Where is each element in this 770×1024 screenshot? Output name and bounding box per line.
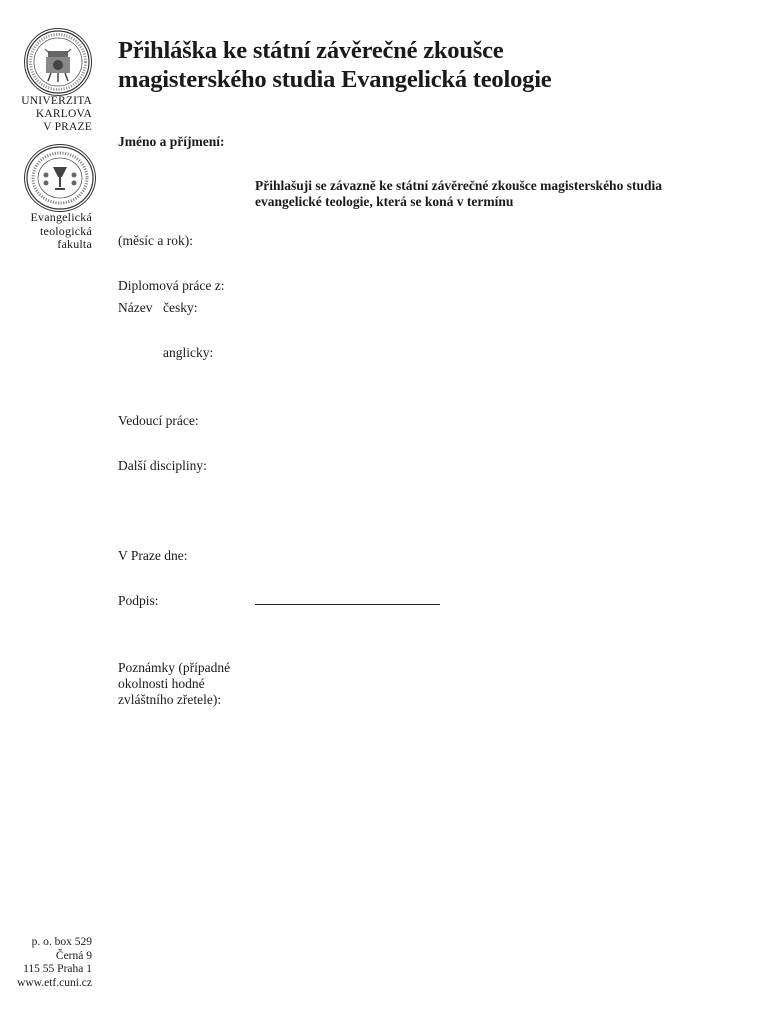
statement-line: Přihlašuji se závazně ke státní závěrečné zkoušce magisterského studia xyxy=(255,178,662,193)
university-name-line: KARLOVA xyxy=(35,108,92,120)
page-title-line: magisterského studia Evangelická teologie xyxy=(118,66,552,93)
date-label: V Praze dne: xyxy=(118,548,188,563)
faculty-name-line: teologická xyxy=(40,223,92,238)
faculty-seal-graphic xyxy=(25,145,95,211)
thesis-title-label: Název xyxy=(118,300,153,315)
other-disciplines-label: Další discipliny: xyxy=(118,458,207,473)
notes-label-line: okolnosti hodné xyxy=(118,676,205,691)
thesis-title-czech-label: česky: xyxy=(163,300,198,315)
thesis-title-english-label: anglicky: xyxy=(163,345,214,360)
signature-label: Podpis: xyxy=(118,593,159,608)
university-seal-graphic xyxy=(25,29,91,95)
notes-label xyxy=(118,660,230,708)
statement-line: evangelické teologie, která se koná v termínu xyxy=(255,194,514,209)
thesis-label: Diplomová práce z: xyxy=(118,278,225,293)
faculty-name xyxy=(2,211,92,252)
faculty-seal xyxy=(24,144,96,212)
university-seal xyxy=(24,28,92,96)
website-link[interactable]: www.etf.cuni.cz xyxy=(17,976,92,989)
notes-label-line: zvláštního zřetele): xyxy=(118,692,222,707)
address-line: 115 55 Praha 1 xyxy=(23,963,92,975)
application-statement xyxy=(255,178,703,210)
faculty-address xyxy=(0,936,92,990)
university-name xyxy=(2,95,92,134)
month-year-label: (měsíc a rok): xyxy=(118,233,193,248)
page-title xyxy=(118,36,738,94)
university-name-line: V PRAZE xyxy=(43,121,92,133)
name-label: Jméno a příjmení: xyxy=(118,134,225,149)
notes-label-line: Poznámky (případné xyxy=(118,660,231,675)
university-name-line: UNIVERZITA xyxy=(21,95,92,107)
signature-line[interactable] xyxy=(255,604,440,605)
faculty-name-line: fakulta xyxy=(57,237,92,251)
address-line: Černá 9 xyxy=(55,949,92,962)
supervisor-label: Vedoucí práce: xyxy=(118,413,199,428)
address-line: p. o. box 529 xyxy=(31,936,92,948)
page-title-line: Přihláška ke státní závěrečné zkoušce xyxy=(118,37,504,64)
faculty-name-line: Evangelická xyxy=(30,210,92,224)
